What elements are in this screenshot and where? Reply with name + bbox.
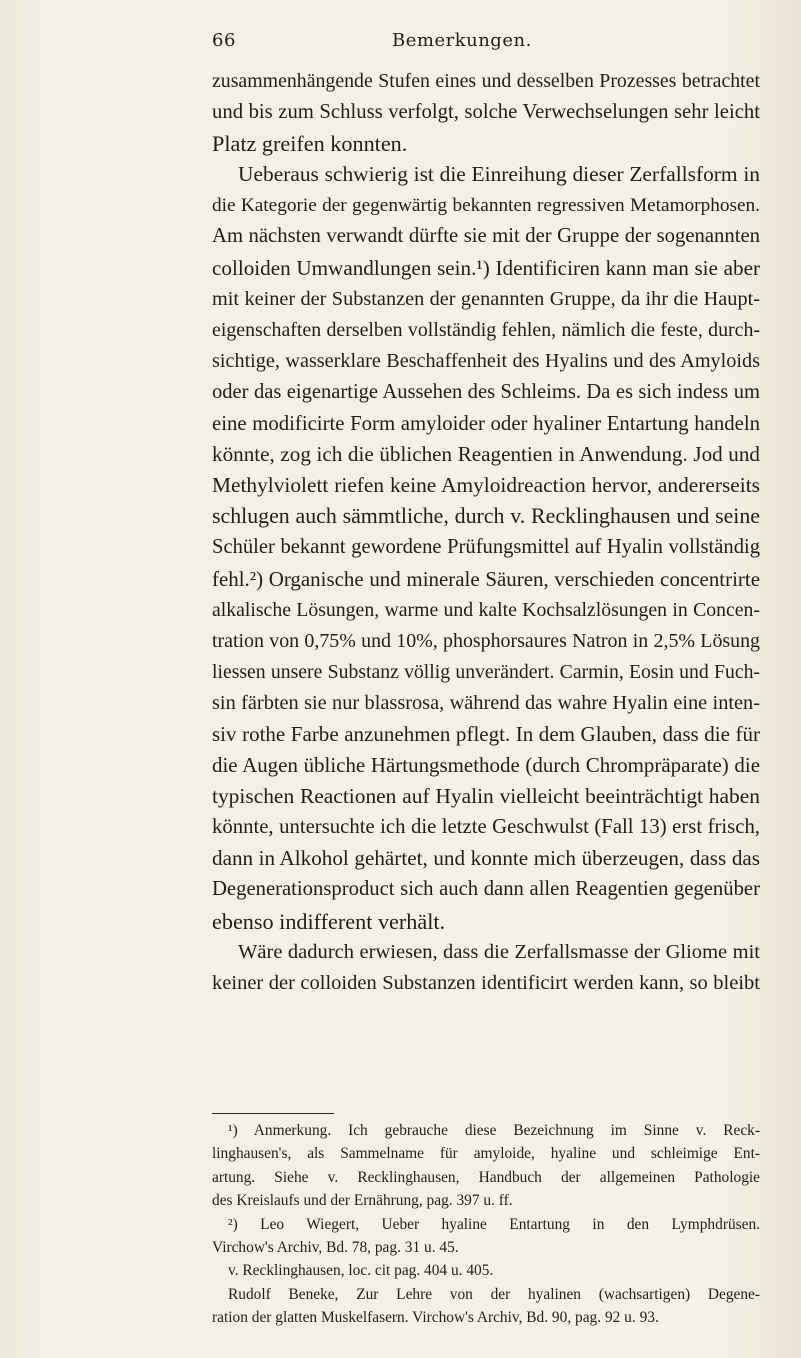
body-line: eigenschaften derselben vollständig fehlen, nämlich die feste, durch- [212, 318, 760, 341]
page-number: 66 [212, 30, 236, 51]
body-line: ebenso indifferent verhält. [212, 908, 446, 934]
body-line: eine modificirte Form amyloider oder hyaliner Entartung handeln [212, 412, 760, 436]
body-line: Wäre dadurch erwiesen, dass die Zerfallsmasse der Gliome mit [238, 940, 760, 963]
body-line: Ueberaus schwierig ist die Einreihung dieser Zerfallsform in [238, 162, 760, 187]
body-line: dann in Alkohol gehärtet, und konnte mich überzeugen, dass das [212, 846, 760, 871]
footnote-line: artung. Siehe v. Recklinghausen, Handbuch der allgemeinen Pathologie [212, 1168, 760, 1186]
footnote-line: linghausen's, als Sammelname für amyloide, hyaline und schleimige Ent- [212, 1145, 760, 1163]
footnote-line: des Kreislaufs und der Ernährung, pag. 397 u. ff. [212, 1192, 513, 1210]
footnote-line: v. Recklinghausen, loc. cit pag. 404 u. 405. [228, 1262, 494, 1280]
body-line: Am nächsten verwandt dürfte sie mit der Gruppe der sogenannten [212, 225, 760, 248]
body-line: zusammenhängende Stufen eines und desselben Prozesses betrachtet [212, 70, 760, 92]
page-header [212, 30, 761, 56]
body-line: typischen Reactionen auf Hyalin vielleicht beeinträchtigt haben [212, 784, 760, 809]
body-line: die Kategorie der gegenwärtig bekannten regressiven Metamorphosen. [212, 195, 760, 217]
body-line: fehl.²) Organische und minerale Säuren, verschieden concentrirte [212, 566, 760, 591]
footnote-line: Rudolf Beneke, Zur Lehre von der hyalinen (wachsartigen) Degene- [228, 1285, 760, 1303]
body-line: tration von 0,75% und 10%, phosphorsaures Natron in 2,5% Lösung [212, 629, 760, 652]
body-line: oder das eigenartige Aussehen des Schleims. Da es sich indess um [212, 380, 760, 403]
body-line: Methylviolett riefen keine Amyloidreaction hervor, andererseits [212, 473, 760, 498]
body-line: könnte, untersuchte ich die letzte Geschwulst (Fall 13) erst frisch, [212, 816, 760, 839]
body-line: liessen unsere Substanz völlig unverändert. Carmin, Eosin und Fuch- [212, 660, 760, 683]
footnotes [212, 1119, 760, 1330]
body-line: alkalische Lösungen, warme und kalte Kochsalzlösungen in Concen- [212, 598, 760, 621]
body-line: schlugen auch sämmtliche, durch v. Recklinghausen und seine [212, 504, 760, 529]
body-line: und bis zum Schluss verfolgt, solche Verwechselungen sehr leicht [212, 101, 760, 124]
body-line: könnte, zog ich die üblichen Reagentien in Anwendung. Jod und [212, 442, 760, 467]
body-text [212, 66, 760, 999]
body-line: sin färbten sie nur blassrosa, während das wahre Hyalin eine inten- [212, 691, 760, 714]
body-line: colloiden Umwandlungen sein.¹) Identificiren kann man sie aber [212, 255, 760, 280]
body-line: siv rothe Farbe anzunehmen pflegt. In dem Glauben, dass die für [212, 721, 760, 746]
body-line: Platz greifen konnten. [212, 131, 408, 157]
footnote-line: Virchow's Archiv, Bd. 78, pag. 31 u. 45. [212, 1239, 459, 1257]
body-line: Degenerationsproduct sich auch dann allen Reagentien gegenüber [212, 878, 760, 901]
body-line: die Augen übliche Härtungsmethode (durch Chrompräparate) die [212, 753, 760, 778]
body-line: mit keiner der Substanzen der genannten Gruppe, da ihr die Haupt- [212, 287, 760, 310]
running-title: Bemerkungen. [392, 30, 532, 51]
body-line: keiner der colloiden Substanzen identificirt werden kann, so bleibt [212, 971, 760, 994]
footnote-line: ¹) Anmerkung. Ich gebrauche diese Bezeichnung im Sinne v. Reck- [228, 1122, 760, 1139]
footnote-line: ration der glatten Muskelfasern. Virchow's Archiv, Bd. 90, pag. 92 u. 93. [212, 1309, 659, 1327]
footnote-line: ²) Leo Wiegert, Ueber hyaline Entartung in den Lymphdrüsen. [228, 1215, 760, 1233]
body-line: Schüler bekannt gewordene Prüfungsmittel auf Hyalin vollständig [212, 536, 760, 559]
footnote-divider [212, 1113, 334, 1114]
body-line: sichtige, wasserklare Beschaffenheit des Hyalins und des Amyloids [212, 349, 760, 372]
